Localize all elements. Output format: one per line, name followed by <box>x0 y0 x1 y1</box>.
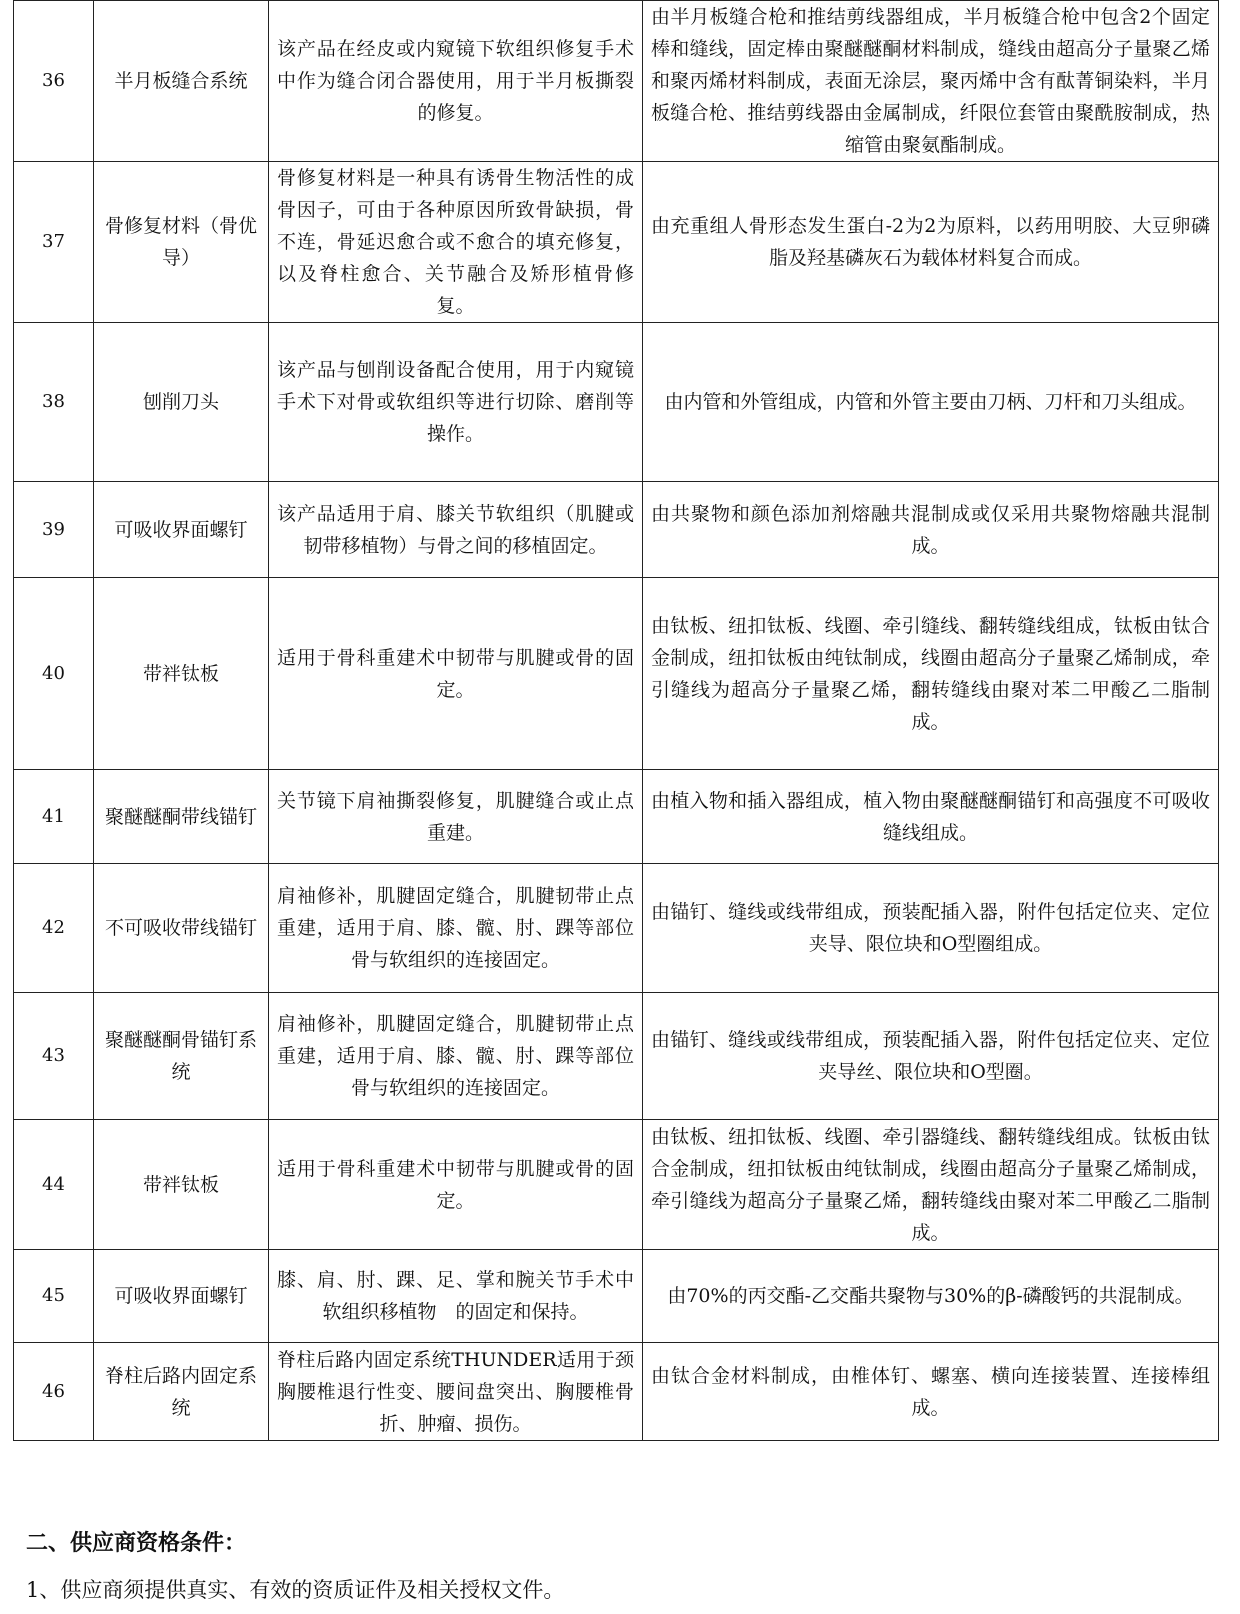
product-name: 不可吸收带线锚钉 <box>94 864 269 993</box>
product-name: 半月板缝合系统 <box>94 1 269 162</box>
product-composition: 由锚钉、缝线或线带组成，预装配插入器，附件包括定位夹、定位夹导丝、限位块和O型圈。 <box>643 993 1219 1120</box>
row-number: 46 <box>14 1343 94 1441</box>
product-composition: 由70%的丙交酯-乙交酯共聚物与30%的β-磷酸钙的共混制成。 <box>643 1250 1219 1343</box>
product-use: 肩袖修补，肌腱固定缝合，肌腱韧带止点重建，适用于肩、膝、髋、肘、踝等部位骨与软组织的连接固定。 <box>269 993 643 1120</box>
product-use: 该产品与刨削设备配合使用，用于内窥镜手术下对骨或软组织等进行切除、磨削等操作。 <box>269 323 643 482</box>
row-number: 37 <box>14 162 94 323</box>
product-composition: 由充重组人骨形态发生蛋白-2为2为原料，以药用明胶、大豆卵磷脂及羟基磷灰石为载体材料复合而成。 <box>643 162 1219 323</box>
table-row <box>14 1250 1219 1343</box>
product-use: 适用于骨科重建术中韧带与肌腱或骨的固定。 <box>269 578 643 770</box>
table-row <box>14 864 1219 993</box>
product-composition: 由锚钉、缝线或线带组成，预装配插入器，附件包括定位夹、定位夹导、限位块和O型圈组成。 <box>643 864 1219 993</box>
table-row <box>14 323 1219 482</box>
table-row <box>14 162 1219 323</box>
row-number: 40 <box>14 578 94 770</box>
product-composition: 由半月板缝合枪和推结剪线器组成，半月板缝合枪中包含2个固定棒和缝线，固定棒由聚醚醚酮材料制成，缝线由超高分子量聚乙烯 和聚丙烯材料制成，表面无涂层，聚丙烯中含有酞菁铜染料，半月板缝合枪、推结剪线器由金属制成，纤限位套管由聚酰胺制成，热缩管由聚氨酯制成。 <box>643 1 1219 162</box>
row-number: 44 <box>14 1120 94 1250</box>
product-use: 骨修复材料是一种具有诱骨生物活性的成骨因子，可由于各种原因所致骨缺损，骨不连，骨延迟愈合或不愈合的填充修复，以及脊柱愈合、关节融合及矫形植骨修复。 <box>269 162 643 323</box>
product-use: 该产品在经皮或内窥镜下软组织修复手术中作为缝合闭合器使用，用于半月板撕裂的修复。 <box>269 1 643 162</box>
row-number: 45 <box>14 1250 94 1343</box>
row-number: 36 <box>14 1 94 162</box>
product-name: 刨削刀头 <box>94 323 269 482</box>
product-use: 该产品适用于肩、膝关节软组织（肌腱或韧带移植物）与骨之间的移植固定。 <box>269 482 643 578</box>
product-composition: 由共聚物和颜色添加剂熔融共混制成或仅采用共聚物熔融共混制成。 <box>643 482 1219 578</box>
row-number: 42 <box>14 864 94 993</box>
section-item: 1、供应商须提供真实、有效的资质证件及相关授权文件。 <box>26 1578 565 1602</box>
product-use: 膝、肩、肘、踝、足、掌和腕关节手术中软组织移植物 的固定和保持。 <box>269 1250 643 1343</box>
product-name: 骨修复材料（骨优导） <box>94 162 269 323</box>
product-use: 肩袖修补，肌腱固定缝合，肌腱韧带止点重建，适用于肩、膝、髋、肘、踝等部位骨与软组织的连接固定。 <box>269 864 643 993</box>
row-number: 39 <box>14 482 94 578</box>
table-row <box>14 993 1219 1120</box>
product-name: 可吸收界面螺钉 <box>94 1250 269 1343</box>
product-composition: 由内管和外管组成，内管和外管主要由刀柄、刀杆和刀头组成。 <box>643 323 1219 482</box>
product-name: 聚醚醚酮带线锚钉 <box>94 770 269 864</box>
product-use: 适用于骨科重建术中韧带与肌腱或骨的固定。 <box>269 1120 643 1250</box>
product-table <box>13 0 1219 1441</box>
product-name: 带袢钛板 <box>94 578 269 770</box>
row-number: 38 <box>14 323 94 482</box>
product-composition: 由植入物和插入器组成，植入物由聚醚醚酮锚钉和高强度不可吸收缝线组成。 <box>643 770 1219 864</box>
table-row <box>14 1120 1219 1250</box>
product-composition: 由钛板、纽扣钛板、线圈、牵引缝线、翻转缝线组成，钛板由钛合金制成，纽扣钛板由纯钛制成，线圈由超高分子量聚乙烯制成，牵引缝线为超高分子量聚乙烯，翻转缝线由聚对苯二甲酸乙二脂制成。 <box>643 578 1219 770</box>
product-name: 带袢钛板 <box>94 1120 269 1250</box>
table-row <box>14 482 1219 578</box>
row-number: 41 <box>14 770 94 864</box>
row-number: 43 <box>14 993 94 1120</box>
product-name: 可吸收界面螺钉 <box>94 482 269 578</box>
table-row <box>14 770 1219 864</box>
product-use: 脊柱后路内固定系统THUNDER适用于颈胸腰椎退行性变、腰间盘突出、胸腰椎骨折、肿瘤、损伤。 <box>269 1343 643 1441</box>
table-row <box>14 1 1219 162</box>
product-name: 脊柱后路内固定系统 <box>94 1343 269 1441</box>
table-row <box>14 578 1219 770</box>
product-composition: 由钛板、纽扣钛板、线圈、牵引器缝线、翻转缝线组成。钛板由钛合金制成，纽扣钛板由纯钛制成，线圈由超高分子量聚乙烯制成，牵引缝线为超高分子量聚乙烯，翻转缝线由聚对苯二甲酸乙二脂制成。 <box>643 1120 1219 1250</box>
product-composition: 由钛合金材料制成，由椎体钉、螺塞、横向连接装置、连接棒组成。 <box>643 1343 1219 1441</box>
product-use: 关节镜下肩袖撕裂修复，肌腱缝合或止点重建。 <box>269 770 643 864</box>
product-table-body <box>14 1 1219 1441</box>
table-row <box>14 1343 1219 1441</box>
section-heading: 二、供应商资格条件： <box>26 1531 247 1556</box>
product-name: 聚醚醚酮骨锚钉系统 <box>94 993 269 1120</box>
